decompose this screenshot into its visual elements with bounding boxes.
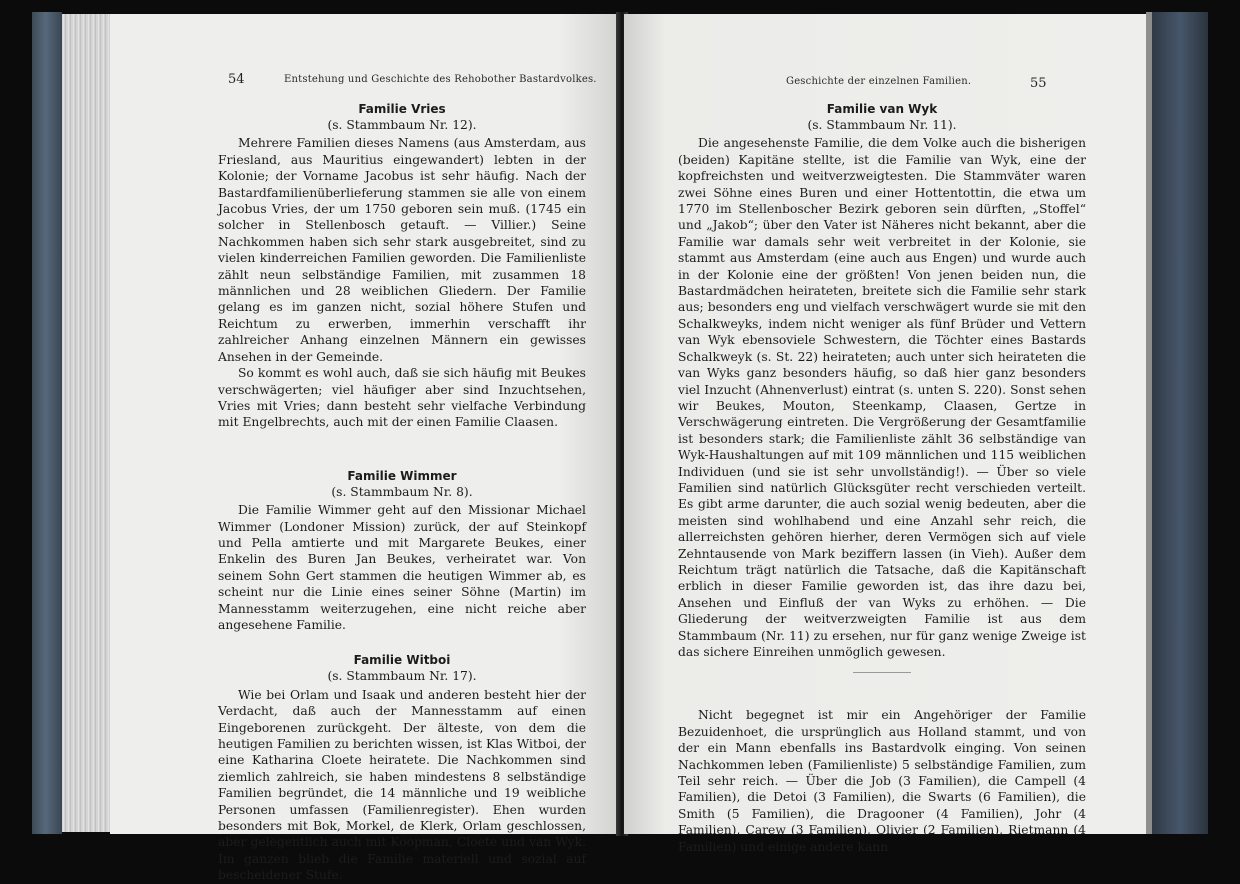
paragraph: Die Familie Wimmer geht auf den Missionar Michael Wimmer (Londoner Mission) zurück, der auf Steinkopf und Pella amtierte und mit Margarete Beukes, einer Enkelin des Buren Jan Beukes, verheiratet war. Von seinem Sohn Gert stammen die heutigen Wimmer ab, es scheint nur die Linie eines seiner Söhne (Martin) im Mannesstamm weiterzugehen, eine nicht reiche aber angesehene Familie. bbox=[218, 503, 586, 632]
paragraph: Mehrere Familien dieses Namens (aus Amsterdam, aus Friesland, aus Mauritius eingewandert) lebten in der Kolonie; der Vorname Jacobus ist sehr häufig. Nach der Bastardfamilienüberlieferung stammen sie alle von einem Jacobus Vries, der um 1750 geboren sein muß. (1745 ein solcher in Stellenbosch getauft. — Villier.) Seine Nachkommen haben sich sehr stark ausgebreitet, sind zu vielen kinderreichen Familien geworden. Die Familienliste zählt neun selbständige Familien, mit zusammen 18 männlichen und 28 weiblichen Gliedern. Der Familie gelang es im ganzen nicht, sozial höhere Stufen und Reichtum zu erwerben, immerhin verschafft ihr zahlreicher Anhang einzelnen Männern ein gewisses Ansehen in der Gemeinde. bbox=[218, 136, 586, 364]
page-edges bbox=[62, 14, 110, 832]
right-cover-board bbox=[1152, 12, 1208, 834]
paragraph: Die angesehenste Familie, die dem Volke auch die bisherigen (beiden) Kapitäne stellte, ist die Familie van Wyk, eine der kopfreichsten und weitverzweigtesten. Die Stammväter waren zwei Söhne eines Buren und einer Hottentottin, die etwa um 1770 im Stellenboscher Bezirk geboren sein dürften, „Stoffel“ und „Jakob“; über den Vater ist Näheres nicht bekannt, aber die Familie war damals sehr weit verbreitet in der Kolonie, sie stammt aus Amsterdam (eine auch aus Engen) und wurde auch in der Kolonie eine der größten! Von jenen beiden nun, die Bastardmädchen heirateten, breitete sich die Familie sehr stark aus; besonders eng und vielfach verschwägert wurde sie mit den Schalkweyks, indem nicht weniger als fünf Brüder und Vettern van Wyk ebensoviele Schwestern, die Töchter eines Bastards Schalkweyk (s. St. 22) heirateten; auch unter sich heirateten die van Wyks ganz besonders häufig, so daß hier ganz besonders viel Inzucht (Ahnenverlust) eintrat (s. unten S. 220). Sonst sehen wir Beukes, Mouton, Steenkamp, Claasen, Gertze in Verschwägerung eintreten. Die Vergrößerung der Gesamtfamilie ist besonders stark; die Familienliste zählt 36 selbständige van Wyk-Haushaltungen auf mit 109 männlichen und 115 weiblichen Individuen (und sie ist sehr unvollständig!). — Über so viele Familien sind natürlich Glücksgüter recht verschieden verteilt. Es gibt arme darunter, die auch sozial wenig bedeuten, aber die meisten sind wohlhabend und eine Anzahl sehr reich, die allerreichsten gehören hierher, deren Vermögen sich auf viele Zehntausende von Mark beziffern lassen (in Vieh). Außer dem Reichtum trägt natürlich die Tatsache, daß die Kapitänschaft erblich in dieser Familie geworden ist, das ihre dazu bei, Ansehen und Einfluß der van Wyks zu erhöhen. — Die Gliederung der weitverzweigten Familie ist aus dem Stammbaum (Nr. 11) zu ersehen, nur für ganz wenige Zweige ist das sichere Einreihen unmöglich gewesen. bbox=[678, 136, 1086, 659]
page-number: 54 bbox=[228, 72, 245, 87]
page-number: 55 bbox=[1030, 76, 1047, 91]
running-head: Geschichte der einzelnen Familien. bbox=[786, 76, 972, 87]
paragraph: So kommt es wohl auch, daß sie sich häufig mit Beukes verschwägerten; viel häufiger aber sind Inzuchtsehen, Vries mit Vries; dann besteht sehr vielfache Verbindung mit Engelbrechts, auch mit der einen Familie Claasen. bbox=[218, 366, 586, 430]
paragraph: Wie bei Orlam und Isaak und anderen besteht hier der Verdacht, daß auch der Mannesstamm auf einen Eingeborenen zurückgeht. Der älteste, von dem die heutigen Familien zu berichten wissen, ist Klas Witboi, der eine Katharina Cloete heiratete. Die Nachkommen sind ziemlich zahlreich, sie haben mindestens 8 selbständige Familien begründet, die 14 männliche und 19 weibliche Personen umfassen (Familienregister). Ehen wurden besonders mit Bok, Morkel, de Klerk, Orlam geschlossen, aber gelegentlich auch mit Koopman, Cloete und van Wyk. Im ganzen blieb die Familie materiell und sozial auf bescheidener Stufe. bbox=[218, 687, 586, 883]
section-title: Familie van Wyk bbox=[826, 102, 938, 116]
section-title: Familie Witboi bbox=[353, 653, 451, 668]
left-page bbox=[110, 14, 620, 883]
right-text-column bbox=[678, 102, 1086, 855]
paragraph: Nicht begegnet ist mir ein Angehöriger der Familie Bezuidenhoet, die ursprünglich aus Holland stammt, und von der ein Mann ebenfalls ins Bastardvolk einging. Von seinen Nachkommen leben (Familienliste) 5 selbständige Familien, zum Teil sehr reich. — Über die Job (3 Familien), die Campell (4 Familien), die Detoi (3 Familien), die Swarts (6 Familien), die Smith (5 Familien), die Dragooner (4 Familien), Johr (4 Familien), Carew (3 Familien), Olivier (2 Familien), Rietmann (4 Familien) und einige andere kann bbox=[678, 708, 1086, 854]
right-page bbox=[624, 14, 1146, 854]
left-cover-board bbox=[32, 12, 62, 834]
section-subtitle: (s. Stammbaum Nr. 12). bbox=[327, 118, 477, 132]
running-head: Entstehung und Geschichte des Rehobother Bastardvolkes. bbox=[284, 74, 597, 85]
section-subtitle: (s. Stammbaum Nr. 11). bbox=[807, 118, 957, 132]
section-title: Familie Vries bbox=[358, 102, 446, 116]
section-title: Familie Wimmer bbox=[347, 468, 457, 483]
section-divider bbox=[853, 672, 911, 673]
section-subtitle: (s. Stammbaum Nr. 8). bbox=[331, 484, 473, 499]
section-subtitle: (s. Stammbaum Nr. 17). bbox=[327, 669, 477, 684]
left-text-column bbox=[218, 102, 586, 884]
